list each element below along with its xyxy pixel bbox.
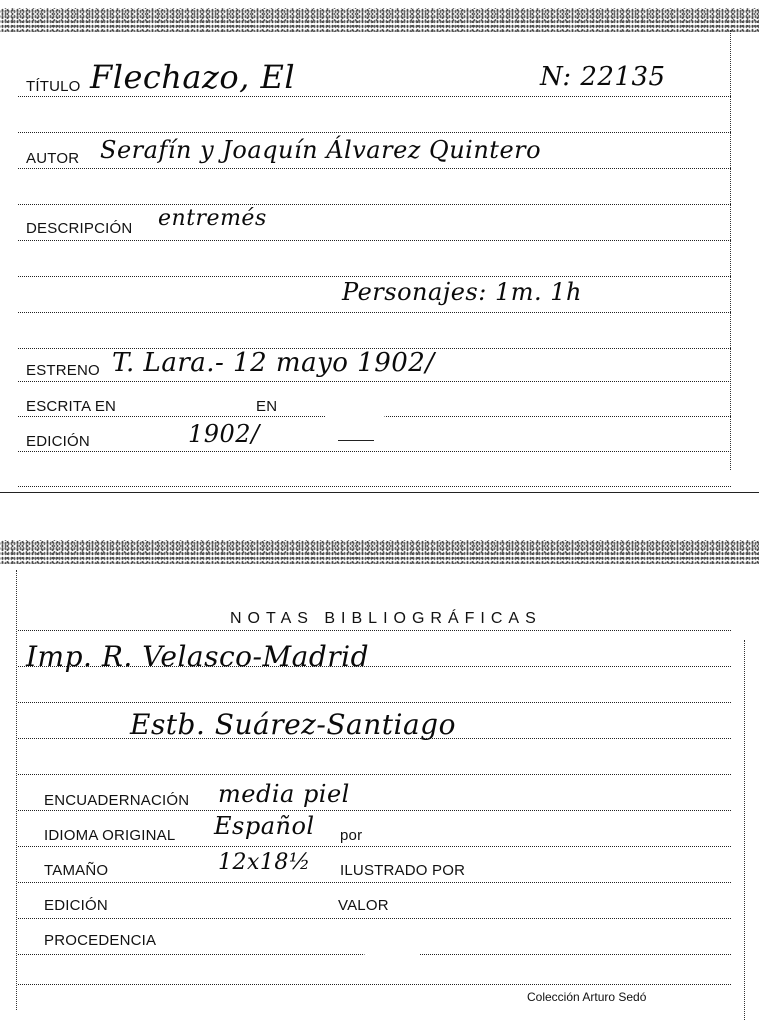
tamano-value: 12x18½ bbox=[218, 850, 311, 875]
note-line-2: Estb. Suárez-Santiago bbox=[130, 708, 456, 741]
estreno-label: ESTRENO bbox=[26, 362, 100, 379]
titulo-label: TÍTULO bbox=[26, 78, 81, 95]
idioma-original-label: IDIOMA ORIGINAL bbox=[44, 827, 176, 844]
pencil-dash bbox=[338, 440, 374, 441]
rule bbox=[18, 451, 731, 452]
idioma-original-value: Español bbox=[214, 812, 315, 840]
catalog-card-top bbox=[0, 0, 759, 495]
card-bottom-edge bbox=[0, 492, 759, 493]
tamano-label: TAMAÑO bbox=[44, 862, 109, 879]
encuadernacion-label: ENCUADERNACIÓN bbox=[44, 792, 190, 809]
descripcion-value: entremés bbox=[158, 206, 267, 231]
escrita-en-label: ESCRITA EN bbox=[26, 398, 117, 415]
procedencia-label: PROCEDENCIA bbox=[44, 932, 157, 949]
edicion-value: 1902/ bbox=[188, 420, 260, 448]
card-right-border bbox=[744, 640, 745, 1020]
rule bbox=[18, 96, 731, 97]
rule bbox=[18, 846, 731, 847]
rule bbox=[18, 630, 731, 631]
registry-number: N: 22135 bbox=[540, 62, 666, 92]
por-label: por bbox=[340, 827, 363, 844]
ilustrado-por-label: ILUSTRADO POR bbox=[340, 862, 466, 879]
encuadernacion-value: media piel bbox=[218, 780, 350, 808]
en-label: EN bbox=[256, 398, 278, 415]
card-left-border bbox=[16, 570, 17, 1010]
titulo-value: Flechazo, El bbox=[90, 58, 296, 96]
rule bbox=[18, 882, 731, 883]
personajes-note: Personajes: 1m. 1h bbox=[342, 278, 582, 306]
note-line-1: Imp. R. Velasco-Madrid bbox=[26, 640, 370, 673]
card-top-edge-speckle bbox=[0, 540, 759, 564]
valor-label: VALOR bbox=[338, 897, 389, 914]
edicion-label: EDICIÓN bbox=[26, 433, 90, 450]
autor-value: Serafín y Joaquín Álvarez Quintero bbox=[100, 136, 542, 164]
rule bbox=[18, 486, 731, 487]
collection-credit: Colección Arturo Sedó bbox=[527, 990, 647, 1004]
erasure-mark bbox=[362, 928, 422, 966]
rule bbox=[18, 774, 731, 775]
estreno-value: T. Lara.- 12 mayo 1902/ bbox=[112, 348, 435, 378]
rule bbox=[18, 276, 731, 277]
rule bbox=[18, 132, 731, 133]
autor-label: AUTOR bbox=[26, 150, 80, 167]
rule bbox=[18, 312, 731, 313]
rule bbox=[18, 168, 731, 169]
rule bbox=[18, 918, 731, 919]
edicion-label-2: EDICIÓN bbox=[44, 897, 108, 914]
erasure-mark bbox=[322, 392, 388, 426]
rule bbox=[18, 381, 731, 382]
card-top-edge-speckle bbox=[0, 8, 759, 32]
rule bbox=[18, 810, 731, 811]
rule bbox=[18, 984, 731, 985]
rule bbox=[18, 240, 731, 241]
rule bbox=[18, 204, 731, 205]
rule bbox=[18, 702, 731, 703]
notas-bibliograficas-heading: NOTAS BIBLIOGRÁFICAS bbox=[230, 610, 542, 627]
descripcion-label: DESCRIPCIÓN bbox=[26, 220, 133, 237]
